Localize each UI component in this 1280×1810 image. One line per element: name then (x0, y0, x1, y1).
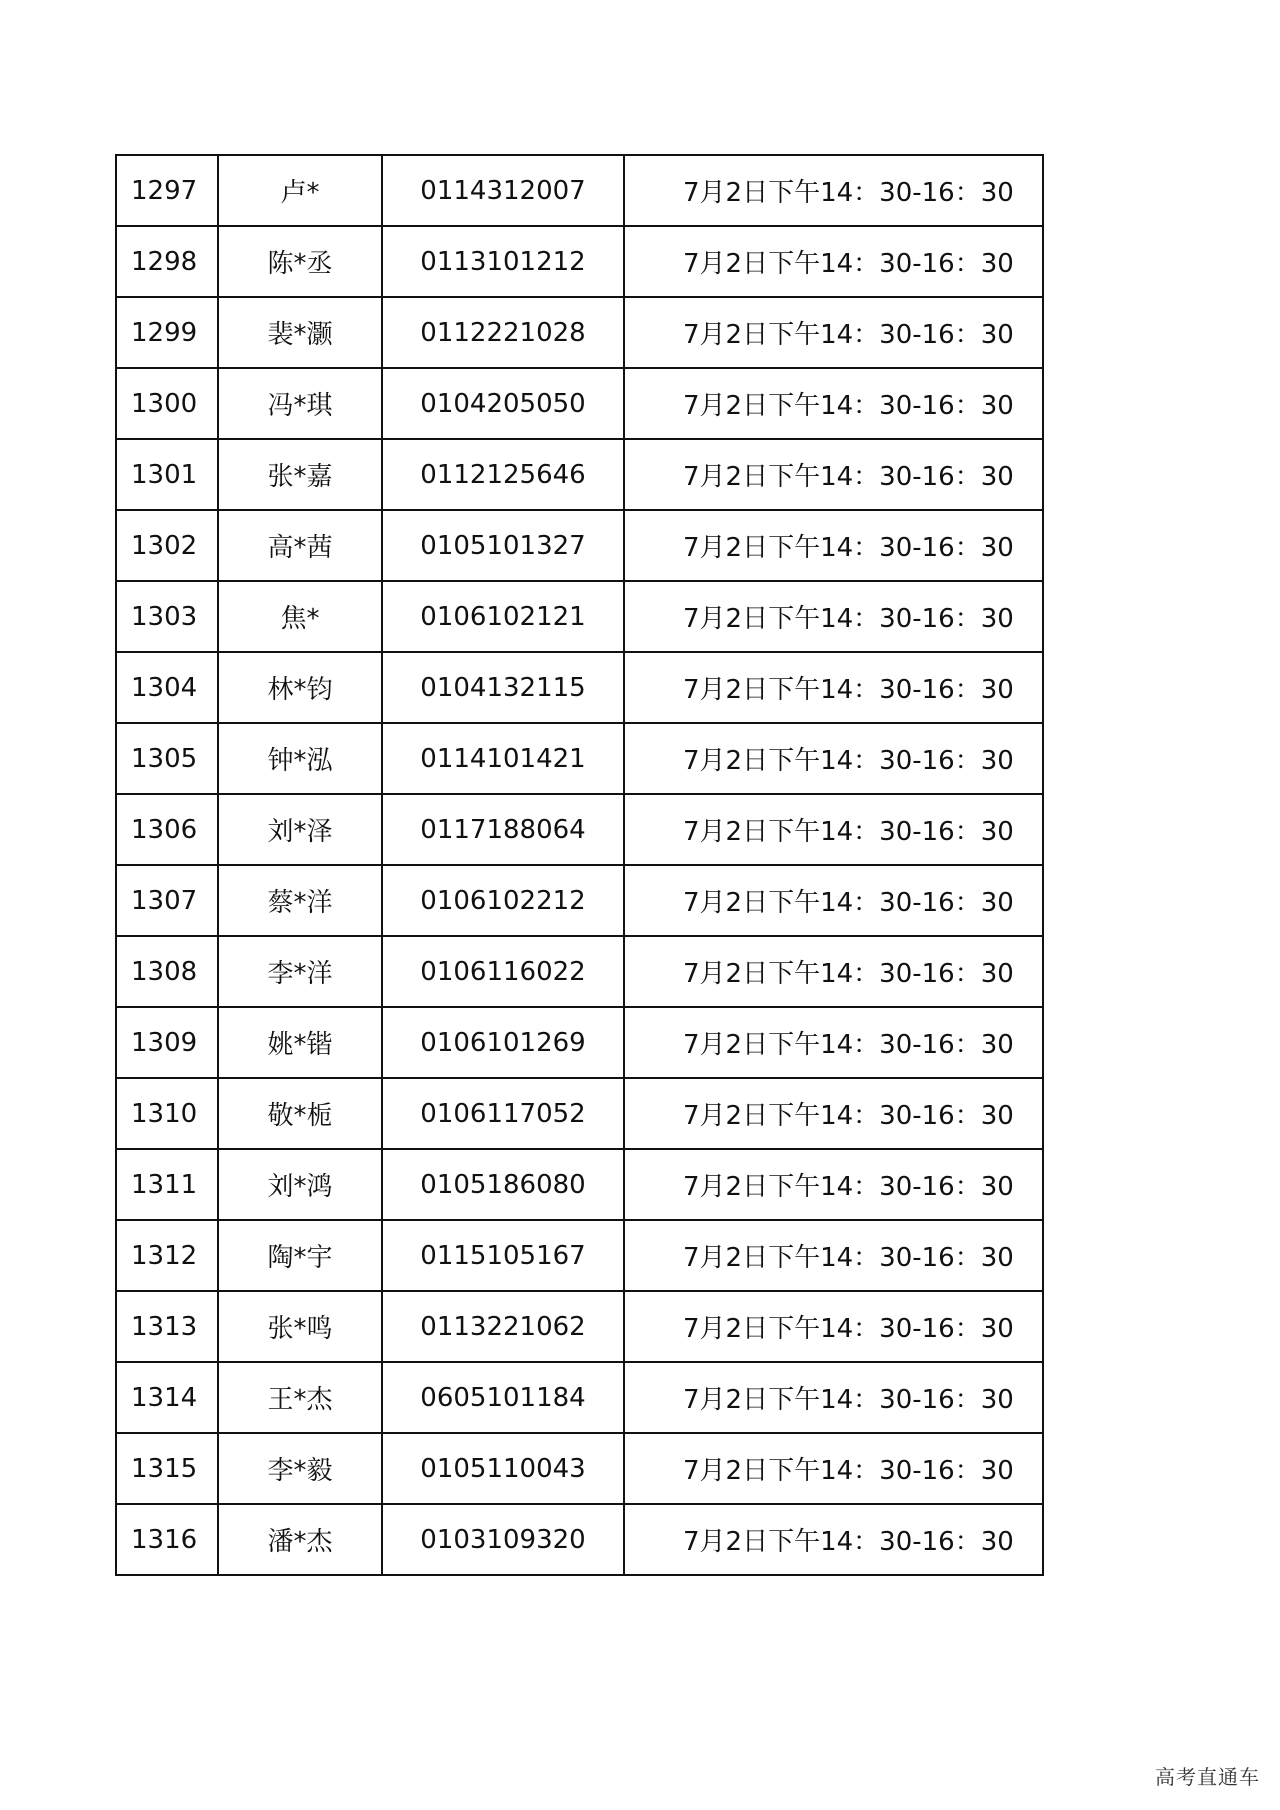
id-cell: 0106117052 (382, 1078, 624, 1149)
table-row (116, 1078, 1043, 1149)
table-row (116, 1433, 1043, 1504)
seq-cell: 1304 (116, 652, 218, 723)
name-cell: 钟*泓 (218, 723, 382, 794)
name-cell: 蔡*洋 (218, 865, 382, 936)
seq-cell: 1309 (116, 1007, 218, 1078)
table-row (116, 652, 1043, 723)
time-cell: 7月2日下午14：30-16：30 (624, 1149, 1043, 1220)
id-cell: 0112125646 (382, 439, 624, 510)
seq-cell: 1297 (116, 155, 218, 226)
table-row (116, 368, 1043, 439)
time-cell: 7月2日下午14：30-16：30 (624, 723, 1043, 794)
id-cell: 0114101421 (382, 723, 624, 794)
time-cell: 7月2日下午14：30-16：30 (624, 1504, 1043, 1575)
table-row (116, 1362, 1043, 1433)
id-cell: 0113221062 (382, 1291, 624, 1362)
time-cell: 7月2日下午14：30-16：30 (624, 1220, 1043, 1291)
time-cell: 7月2日下午14：30-16：30 (624, 581, 1043, 652)
seq-cell: 1300 (116, 368, 218, 439)
table-row (116, 581, 1043, 652)
table-row (116, 226, 1043, 297)
seq-cell: 1306 (116, 794, 218, 865)
seq-cell: 1310 (116, 1078, 218, 1149)
time-cell: 7月2日下午14：30-16：30 (624, 1078, 1043, 1149)
seq-cell: 1303 (116, 581, 218, 652)
table-row (116, 1149, 1043, 1220)
name-cell: 姚*锴 (218, 1007, 382, 1078)
time-cell: 7月2日下午14：30-16：30 (624, 652, 1043, 723)
table-row (116, 297, 1043, 368)
name-cell: 张*鸣 (218, 1291, 382, 1362)
name-cell: 李*洋 (218, 936, 382, 1007)
time-cell: 7月2日下午14：30-16：30 (624, 226, 1043, 297)
name-cell: 王*杰 (218, 1362, 382, 1433)
id-cell: 0103109320 (382, 1504, 624, 1575)
time-cell: 7月2日下午14：30-16：30 (624, 297, 1043, 368)
time-cell: 7月2日下午14：30-16：30 (624, 439, 1043, 510)
seq-cell: 1302 (116, 510, 218, 581)
table-row (116, 794, 1043, 865)
seq-cell: 1299 (116, 297, 218, 368)
name-cell: 潘*杰 (218, 1504, 382, 1575)
name-cell: 焦* (218, 581, 382, 652)
id-cell: 0114312007 (382, 155, 624, 226)
name-cell: 卢* (218, 155, 382, 226)
seq-cell: 1314 (116, 1362, 218, 1433)
name-cell: 林*钧 (218, 652, 382, 723)
id-cell: 0105110043 (382, 1433, 624, 1504)
seq-cell: 1315 (116, 1433, 218, 1504)
name-cell: 高*茜 (218, 510, 382, 581)
seq-cell: 1316 (116, 1504, 218, 1575)
id-cell: 0106102121 (382, 581, 624, 652)
roster-table (115, 154, 1044, 1576)
table-row (116, 1007, 1043, 1078)
table-row (116, 1504, 1043, 1575)
id-cell: 0112221028 (382, 297, 624, 368)
seq-cell: 1305 (116, 723, 218, 794)
table-row (116, 510, 1043, 581)
name-cell: 陈*丞 (218, 226, 382, 297)
id-cell: 0106116022 (382, 936, 624, 1007)
time-cell: 7月2日下午14：30-16：30 (624, 865, 1043, 936)
name-cell: 刘*泽 (218, 794, 382, 865)
seq-cell: 1301 (116, 439, 218, 510)
time-cell: 7月2日下午14：30-16：30 (624, 1362, 1043, 1433)
id-cell: 0105101327 (382, 510, 624, 581)
roster-body (116, 155, 1043, 1575)
time-cell: 7月2日下午14：30-16：30 (624, 1433, 1043, 1504)
seq-cell: 1311 (116, 1149, 218, 1220)
table-row (116, 936, 1043, 1007)
id-cell: 0115105167 (382, 1220, 624, 1291)
time-cell: 7月2日下午14：30-16：30 (624, 794, 1043, 865)
time-cell: 7月2日下午14：30-16：30 (624, 936, 1043, 1007)
id-cell: 0117188064 (382, 794, 624, 865)
seq-cell: 1308 (116, 936, 218, 1007)
id-cell: 0106101269 (382, 1007, 624, 1078)
time-cell: 7月2日下午14：30-16：30 (624, 510, 1043, 581)
time-cell: 7月2日下午14：30-16：30 (624, 1007, 1043, 1078)
id-cell: 0105186080 (382, 1149, 624, 1220)
id-cell: 0104205050 (382, 368, 624, 439)
name-cell: 裴*灏 (218, 297, 382, 368)
table-row (116, 439, 1043, 510)
id-cell: 0106102212 (382, 865, 624, 936)
table-row (116, 1291, 1043, 1362)
table-row (116, 1220, 1043, 1291)
time-cell: 7月2日下午14：30-16：30 (624, 155, 1043, 226)
name-cell: 冯*琪 (218, 368, 382, 439)
id-cell: 0605101184 (382, 1362, 624, 1433)
id-cell: 0104132115 (382, 652, 624, 723)
name-cell: 李*毅 (218, 1433, 382, 1504)
watermark-text: 高考直通车 (1155, 1765, 1260, 1789)
seq-cell: 1298 (116, 226, 218, 297)
seq-cell: 1312 (116, 1220, 218, 1291)
name-cell: 陶*宇 (218, 1220, 382, 1291)
name-cell: 刘*鸿 (218, 1149, 382, 1220)
time-cell: 7月2日下午14：30-16：30 (624, 1291, 1043, 1362)
seq-cell: 1313 (116, 1291, 218, 1362)
time-cell: 7月2日下午14：30-16：30 (624, 368, 1043, 439)
name-cell: 敬*栀 (218, 1078, 382, 1149)
name-cell: 张*嘉 (218, 439, 382, 510)
table-row (116, 865, 1043, 936)
seq-cell: 1307 (116, 865, 218, 936)
id-cell: 0113101212 (382, 226, 624, 297)
table-row (116, 723, 1043, 794)
table-row (116, 155, 1043, 226)
